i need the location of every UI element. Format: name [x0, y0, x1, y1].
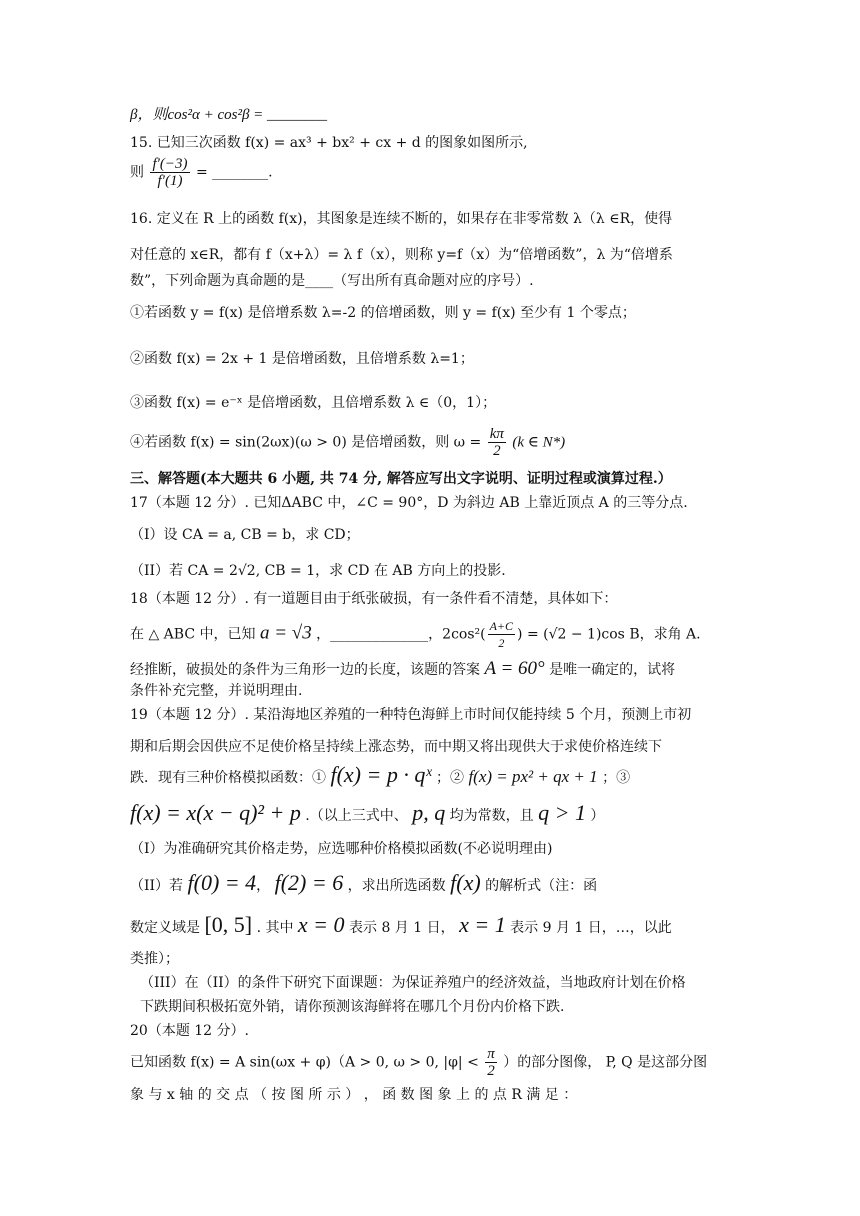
q19-part3-line2: 下跌期间积极拓宽外销，请你预测该海鲜将在哪几个月份内价格下跌. — [140, 999, 565, 1015]
pi-over-2-fraction: $\frac{\pi}{2}$ — [487, 1046, 495, 1079]
q16-option3: ③函数 f(x) = e⁻ˣ 是倍增函数，且倍增系数 λ ∈（0，1）； — [130, 395, 497, 411]
q18-condition: 在 △ ABC 中，已知 a = √3 ，______________，2cos²( $\frac{A+C}{2}$ ) = (√2 − 1)cos B，求角 A. — [130, 619, 701, 650]
q19-domain-tail: 类推）； — [130, 951, 179, 967]
q20-line1: 已知函数 f(x) = A sin(ωx + φ)（A > 0, ω > 0, |φ| < $\frac{\pi}{2}$ ）的部分图像， P, Q 是这部分图 — [130, 1046, 708, 1079]
q19-line4: f(x) = x(x − q)² + p .（以上三式中、 p, q 均为常数，且 q > 1 ） — [130, 800, 605, 825]
q17-part1: （I）设 CA = a, CB = b，求 CD； — [130, 527, 360, 543]
q18-stem: 18（本题 12 分）. 有一道题目由于纸张破损，有一条件看不清楚，具体如下： — [130, 591, 618, 607]
q15-line1: 15. 已知三次函数 f(x) = ax³ + bx² + cx + d 的图象如图所示, — [130, 135, 528, 151]
q16-option1: ①若函数 y = f(x) 是倍增系数 λ=-2 的倍增函数，则 y = f(x) 至少有 1 个零点； — [130, 305, 636, 321]
q15-fraction: $\frac{f'(-3)}{f'(1)}$ — [152, 156, 188, 189]
q19-part3-line1: （III）在（II）的条件下研究下面课题：为保证养殖户的经济效益，当地政府计划在价格 — [140, 975, 686, 991]
q16-line2: 对任意的 x∈R，都有 f（x+λ）= λ f（x），则称 y=f（x）为“倍增函数”，λ 为“倍增系 — [130, 247, 673, 263]
q17-part2: （II）若 CA = 2√2, CB = 1，求 CD 在 AB 方向上的投影. — [130, 563, 506, 579]
q19-domain-note: 数定义域是 [0, 5] . 其中 x = 0 表示 8 月 1 日， x = 1 表示 9 月 1 日，…，以此 — [130, 912, 672, 937]
section-3-heading: 三、解答题(本大题共 6 小题, 共 74 分, 解答应写出文字说明、证明过程或演算过程.） — [130, 471, 672, 487]
half-angle-fraction: $\frac{A+C}{2}$ — [489, 619, 514, 650]
q16-option4: ④若函数 f(x) = sin(2ωx)(ω > 0) 是倍增函数，则 ω = $\frac{k\pi}{2}$ (k ∈ N*) — [130, 426, 566, 459]
q18-inference: 经推断，破损处的条件为三角形一边的长度，该题的答案 A = 60° 是唯一确定的，试将 — [130, 658, 676, 679]
q19-line3: 跌．现有三种价格模拟函数：① f(x) = p · qˣ ；② f(x) = px² + qx + 1 ；③ — [130, 762, 631, 787]
q16-line1: 16. 定义在 R 上的函数 f(x)，其图象是连续不断的，如果存在非零常数 λ（λ ∈R，使得 — [130, 211, 673, 227]
q16-line3: 数”，下列命题为真命题的是____（写出所有真命题对应的序号）. — [130, 273, 534, 289]
q14-tail: β，则cos²α + cos²β = ________ — [130, 107, 328, 123]
q16-option2: ②函数 f(x) = 2x + 1 是倍增函数，且倍增系数 λ=1； — [130, 351, 474, 367]
q15-line2: 则 $\frac{f'(-3)}{f'(1)}$ = ________. — [130, 156, 273, 189]
q18-tail: 条件补充完整，并说明理由. — [130, 683, 303, 699]
q19-part1: （I）为准确研究其价格走势，应选哪种价格模拟函数(不必说明理由) — [130, 841, 553, 857]
q20-header: 20（本题 12 分）. — [130, 1023, 249, 1039]
omega-fraction: $\frac{k\pi}{2}$ — [489, 426, 504, 459]
q19-line1: 19（本题 12 分）. 某沿海地区养殖的一种特色海鲜上市时间仅能持续 5 个月，预测上市初 — [130, 707, 692, 723]
q19-line2: 期和后期会因供应不足使价格呈持续上涨态势，而中期又将出现供大于求使价格连续下 — [130, 739, 662, 755]
q19-part2: （II）若 f(0) = 4， f(2) = 6 ，求出所选函数 f(x) 的解析式（注：函 — [130, 870, 598, 895]
q20-line2: 象 与 x 轴 的 交 点 （ 按 图 所 示 ） ， 函 数 图 象 上 的 点 R 满 足 ： — [130, 1087, 578, 1103]
q17-stem: 17（本题 12 分）. 已知ΔABC 中，∠C = 90°，D 为斜边 AB 上靠近顶点 A 的三等分点. — [130, 495, 688, 511]
